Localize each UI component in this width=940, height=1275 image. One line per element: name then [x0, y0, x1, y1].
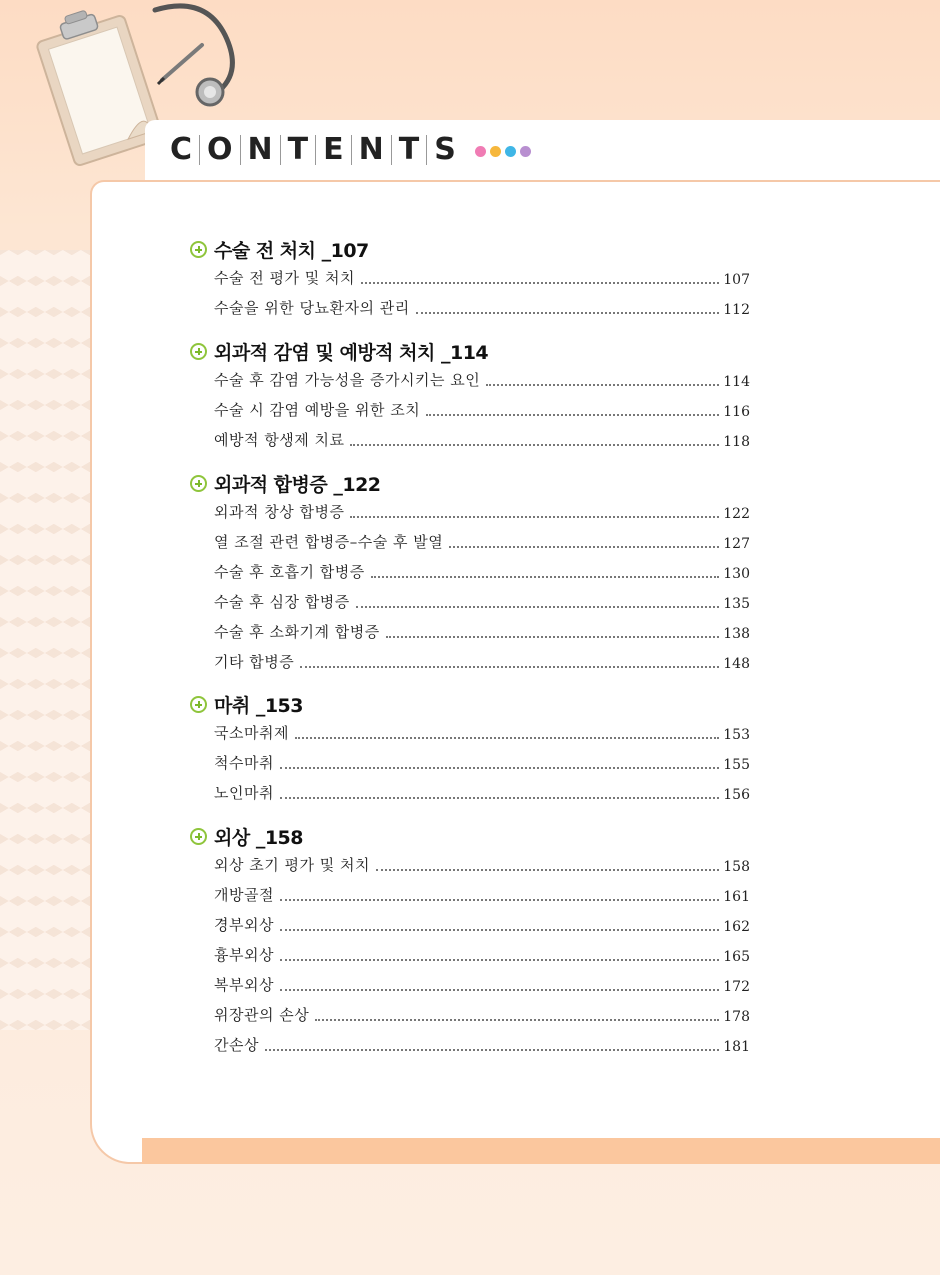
entry-label: 수술을 위한 당뇨환자의 관리 — [214, 299, 410, 317]
section-heading[interactable] — [190, 468, 750, 498]
dot-leader — [280, 767, 719, 769]
toc-entry[interactable] — [190, 558, 750, 588]
plus-icon — [190, 696, 207, 713]
entry-label: 수술 시 감염 예방을 위한 조치 — [214, 401, 421, 419]
entry-page: 153 — [723, 727, 750, 743]
entry-page: 181 — [723, 1039, 750, 1055]
entry-label: 수술 후 소화기계 합병증 — [214, 623, 380, 641]
decorative-dots — [475, 146, 531, 157]
dot-blue — [505, 146, 516, 157]
toc-entry[interactable] — [190, 528, 750, 558]
section-heading[interactable] — [190, 336, 750, 366]
entry-label: 수술 후 심장 합병증 — [214, 593, 350, 611]
title-letter: C — [170, 135, 200, 165]
contents-title — [170, 128, 463, 172]
entry-label: 개방골절 — [214, 886, 274, 904]
toc-entry[interactable] — [190, 498, 750, 528]
dot-leader — [386, 636, 720, 638]
entry-page: 130 — [723, 566, 750, 582]
toc-entry[interactable] — [190, 779, 750, 809]
toc-entry[interactable] — [190, 426, 750, 456]
dot-yellow — [490, 146, 501, 157]
title-letter: S — [434, 132, 456, 167]
toc-entry[interactable] — [190, 588, 750, 618]
title-letter: O — [200, 135, 241, 165]
toc-entry[interactable] — [190, 1001, 750, 1031]
toc-section — [190, 336, 750, 456]
section-title: 외과적 감염 및 예방적 처치 _114 — [214, 341, 489, 364]
dot-leader — [426, 414, 719, 416]
entry-page: 158 — [723, 859, 750, 875]
section-heading[interactable] — [190, 821, 750, 851]
dot-leader — [486, 384, 719, 386]
dot-leader — [280, 797, 719, 799]
toc-entry[interactable] — [190, 971, 750, 1001]
entry-page: 122 — [723, 506, 750, 522]
section-heading[interactable] — [190, 689, 750, 719]
entry-page: 161 — [723, 889, 750, 905]
section-title: 수술 전 처치 _107 — [214, 239, 369, 262]
dot-leader — [280, 989, 719, 991]
entry-label: 흉부외상 — [214, 946, 274, 964]
dot-leader — [356, 606, 720, 608]
title-letter: T — [392, 135, 427, 165]
toc-entry[interactable] — [190, 294, 750, 324]
entry-label: 외상 초기 평가 및 처치 — [214, 856, 370, 874]
entry-label: 경부외상 — [214, 916, 274, 934]
dot-leader — [300, 666, 719, 668]
left-pattern-strip — [0, 250, 92, 1030]
entry-page: 127 — [723, 536, 750, 552]
entry-label: 외과적 창상 합병증 — [214, 503, 345, 521]
entry-page: 107 — [723, 272, 750, 288]
entry-page: 116 — [723, 404, 750, 420]
dot-leader — [315, 1019, 719, 1021]
entry-label: 기타 합병증 — [214, 653, 295, 671]
bottom-decorative-band — [140, 1138, 940, 1164]
toc-entry[interactable] — [190, 396, 750, 426]
plus-icon — [190, 241, 207, 258]
dot-leader — [371, 576, 720, 578]
entry-label: 국소마취제 — [214, 724, 289, 742]
title-letter: T — [281, 135, 316, 165]
title-letter: N — [241, 135, 281, 165]
entry-page: 148 — [723, 656, 750, 672]
section-title: 외상 _158 — [214, 826, 303, 849]
entry-page: 118 — [723, 434, 750, 450]
toc-entry[interactable] — [190, 749, 750, 779]
title-letter: E — [316, 135, 352, 165]
toc-entry[interactable] — [190, 851, 750, 881]
entry-page: 114 — [723, 374, 750, 390]
toc-entry[interactable] — [190, 881, 750, 911]
toc-entry[interactable] — [190, 1031, 750, 1061]
dot-leader — [295, 737, 719, 739]
entry-label: 수술 후 호흡기 합병증 — [214, 563, 365, 581]
plus-icon — [190, 343, 207, 360]
entry-label: 수술 전 평가 및 처치 — [214, 269, 355, 287]
section-title: 외과적 합병증 _122 — [214, 473, 381, 496]
entry-label: 위장관의 손상 — [214, 1006, 310, 1024]
toc-entry[interactable] — [190, 366, 750, 396]
toc-entry[interactable] — [190, 911, 750, 941]
entry-page: 162 — [723, 919, 750, 935]
toc-entry[interactable] — [190, 719, 750, 749]
entry-label: 간손상 — [214, 1036, 259, 1054]
entry-page: 165 — [723, 949, 750, 965]
dot-leader — [350, 516, 719, 518]
entry-page: 178 — [723, 1009, 750, 1025]
dot-purple — [520, 146, 531, 157]
dot-leader — [265, 1049, 719, 1051]
entry-label: 예방적 항생제 치료 — [214, 431, 345, 449]
dot-leader — [280, 899, 719, 901]
dot-leader — [361, 282, 719, 284]
entry-page: 138 — [723, 626, 750, 642]
toc-entry[interactable] — [190, 264, 750, 294]
toc-entry[interactable] — [190, 618, 750, 648]
panel-bottom-fill — [140, 1100, 940, 1138]
dot-leader — [376, 869, 719, 871]
section-title: 마취 _153 — [214, 694, 303, 717]
entry-page: 172 — [723, 979, 750, 995]
title-letter: N — [352, 135, 392, 165]
toc-section — [190, 689, 750, 809]
toc-entry[interactable] — [190, 941, 750, 971]
entry-label: 노인마취 — [214, 784, 274, 802]
dot-pink — [475, 146, 486, 157]
entry-label: 수술 후 감염 가능성을 증가시키는 요인 — [214, 371, 481, 389]
toc-section — [190, 821, 750, 1061]
plus-icon — [190, 828, 207, 845]
toc-section — [190, 468, 750, 678]
dot-leader — [280, 929, 719, 931]
dot-leader — [350, 444, 719, 446]
dot-leader — [449, 546, 719, 548]
plus-icon — [190, 475, 207, 492]
toc-section — [190, 234, 750, 324]
dot-leader — [280, 959, 719, 961]
toc-entry[interactable] — [190, 648, 750, 678]
dot-leader — [416, 312, 720, 314]
entry-page: 155 — [723, 757, 750, 773]
section-heading[interactable] — [190, 234, 750, 264]
entry-page: 112 — [723, 302, 750, 318]
entry-page: 135 — [723, 596, 750, 612]
entry-label: 척수마취 — [214, 754, 274, 772]
entry-label: 열 조절 관련 합병증–수술 후 발열 — [214, 533, 444, 551]
entry-label: 복부외상 — [214, 976, 274, 994]
entry-page: 156 — [723, 787, 750, 803]
